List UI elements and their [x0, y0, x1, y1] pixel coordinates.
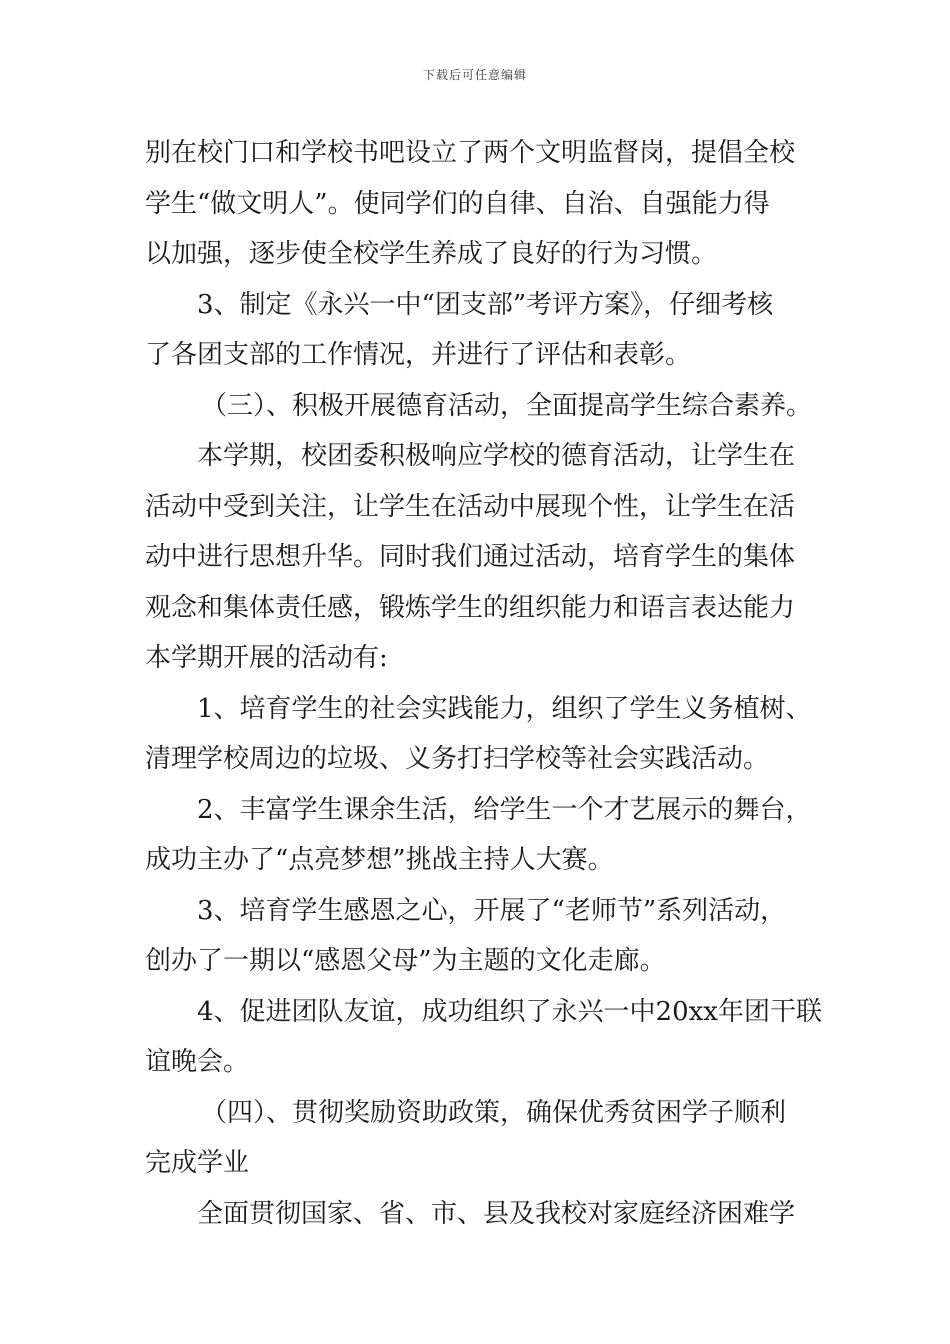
text-line: 观念和集体责任感，锻炼学生的组织能力和语言表达能力 [145, 592, 796, 623]
text-line: 清理学校周边的垃圾、义务打扫学校等社会实践活动。 [145, 744, 770, 774]
text-line: 了各团支部的工作情况，并进行了评估和表彰。 [145, 340, 692, 370]
text-line: 3、制定《永兴一中“团支部”考评方案》，仔细考核 [197, 289, 774, 320]
document-body [145, 128, 822, 1239]
text-line: 全面贯彻国家、省、市、县及我校对家庭经济困难学 [197, 1198, 796, 1229]
text-line: 以加强，逐步使全校学生养成了良好的行为习惯。 [145, 239, 718, 269]
section-heading: （四）、贯彻奖励资助政策，确保优秀贫困学子顺利 [201, 1097, 787, 1128]
page-header: 下载后可任意编辑 [422, 68, 527, 82]
text-line: 谊晚会。 [145, 1047, 250, 1077]
text-line: 1、培育学生的社会实践能力，组织了学生义务植树、 [197, 693, 812, 724]
section-heading: （三）、积极开展德育活动，全面提高学生综合素养。 [201, 390, 813, 421]
text-line: 别在校门口和学校书吧设立了两个文明监督岗，提倡全校 [145, 138, 796, 168]
text-line: 学生“做文明人”。使同学们的自律、自治、自强能力得 [145, 188, 770, 219]
text-line: 4、促进团队友谊，成功组织了永兴一中20xx年团干联 [197, 996, 822, 1027]
text-line: 完成学业 [145, 1148, 250, 1178]
text-line: 3、培育学生感恩之心，开展了“老师节”系列活动， [197, 895, 787, 926]
text-line: 本学期，校团委积极响应学校的德育活动，让学生在 [197, 441, 796, 471]
text-line: 创办了一期以“感恩父母”为主题的文化走廊。 [145, 946, 666, 976]
text-line: 本学期开展的活动有: [145, 643, 388, 673]
text-line: 动中进行思想升华。同时我们通过活动，培育学生的集体 [145, 542, 796, 572]
text-line: 成功主办了“点亮梦想”挑战主持人大赛。 [145, 845, 614, 875]
text-line: 活动中受到关注，让学生在活动中展现个性，让学生在活 [145, 491, 796, 522]
text-line: 2、丰富学生课余生活，给学生一个才艺展示的舞台， [197, 794, 812, 825]
